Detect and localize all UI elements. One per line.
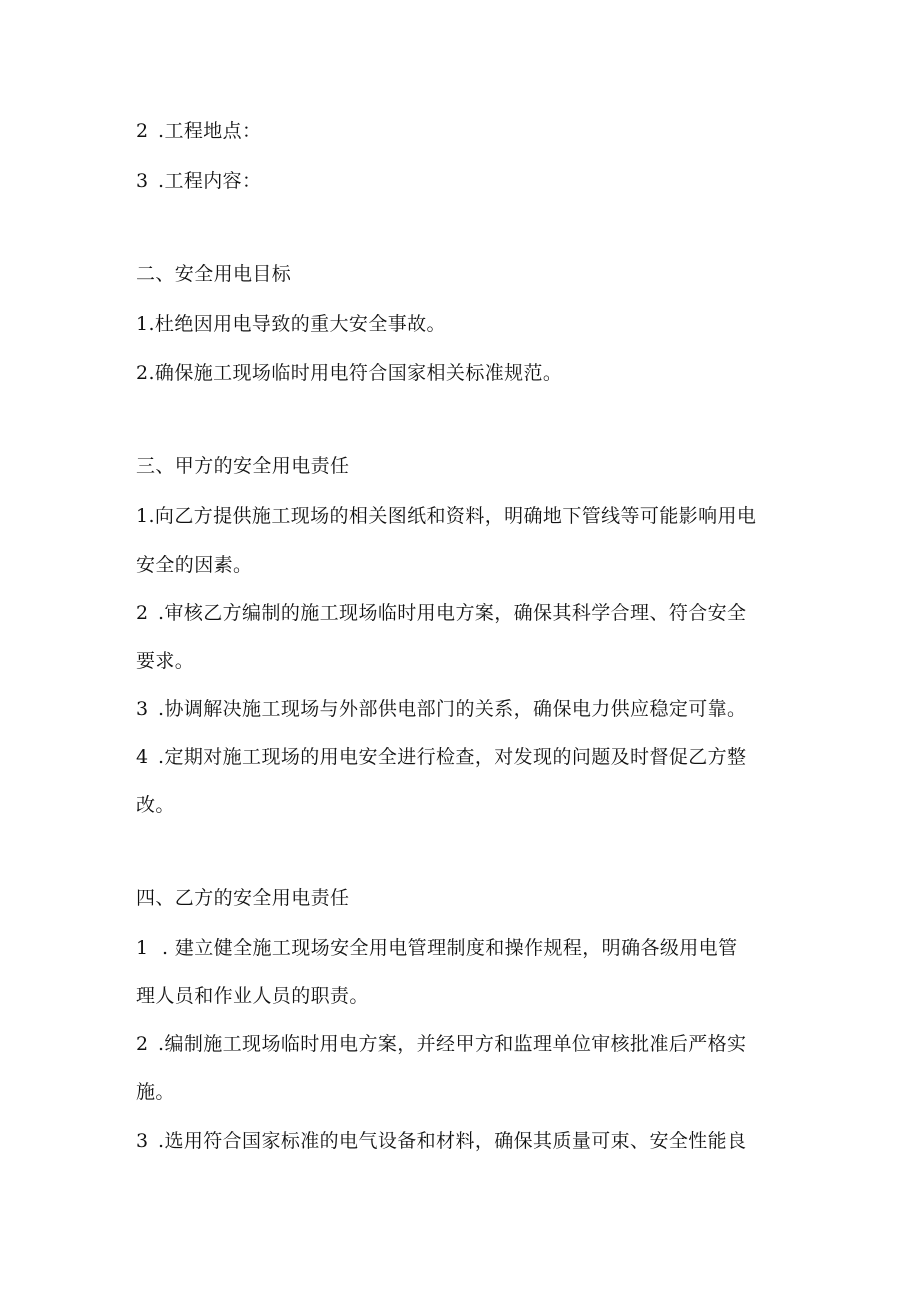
section-4-item-3-line-1 <box>136 1128 796 1154</box>
item-text: .审核乙方编制的施工现场临时用电方案，确保其科学合理、符合安全 <box>158 602 747 624</box>
item-number: 3 <box>136 698 149 720</box>
section-3-item-1-line-2: 安全的因素。 <box>136 554 253 576</box>
item-number: 2 <box>136 120 149 142</box>
item-number: 3 <box>136 170 149 192</box>
section-3-item-3-line-1 <box>136 696 796 722</box>
project-location-line <box>136 118 796 144</box>
section-3-item-4-line-2: 改。 <box>136 794 175 816</box>
item-text: .协调解决施工现场与外部供电部门的关系，确保电力供应稳定可靠。 <box>158 698 747 720</box>
item-text: .工程地点： <box>158 120 262 142</box>
item-text: .编制施工现场临时用电方案，并经甲方和监理单位审核批准后严格实 <box>158 1033 747 1055</box>
section-2-heading: 二、安全用电目标 <box>136 263 292 285</box>
item-text: .定期对施工现场的用电安全进行检查，对发现的问题及时督促乙方整 <box>158 746 747 768</box>
item-text: .工程内容： <box>158 170 262 192</box>
item-number: 4 <box>136 746 149 768</box>
section-4-item-2-line-2: 施。 <box>136 1081 175 1103</box>
section-4-item-1-line-1 <box>136 935 796 961</box>
item-text: . 建立健全施工现场安全用电管理制度和操作规程，明确各级用电管 <box>162 937 738 959</box>
section-4-item-2-line-1 <box>136 1031 796 1057</box>
section-3-item-2-line-2: 要求。 <box>136 650 195 672</box>
section-2-item-2: 2.确保施工现场临时用电符合国家相关标准规范。 <box>136 362 563 384</box>
project-content-line <box>136 168 796 194</box>
item-number: 1 <box>136 937 149 959</box>
section-3-item-1-line-1: 1.向乙方提供施工现场的相关图纸和资料，明确地下管线等可能影响用电 <box>136 505 757 527</box>
item-text: .选用符合国家标准的电气设备和材料，确保其质量可束、安全性能良 <box>158 1130 747 1152</box>
item-number: 2 <box>136 602 149 624</box>
section-3-heading: 三、甲方的安全用电责任 <box>136 455 350 477</box>
section-3-item-2-line-1 <box>136 600 796 626</box>
section-2-item-1: 1.杜绝因用电导致的重大安全事故。 <box>136 313 446 335</box>
section-4-heading: 四、乙方的安全用电责任 <box>136 887 350 909</box>
item-number: 2 <box>136 1033 149 1055</box>
section-4-item-1-line-2: 理人员和作业人员的职责。 <box>136 985 369 1007</box>
item-number: 3 <box>136 1130 149 1152</box>
section-3-item-4-line-1 <box>136 744 796 770</box>
